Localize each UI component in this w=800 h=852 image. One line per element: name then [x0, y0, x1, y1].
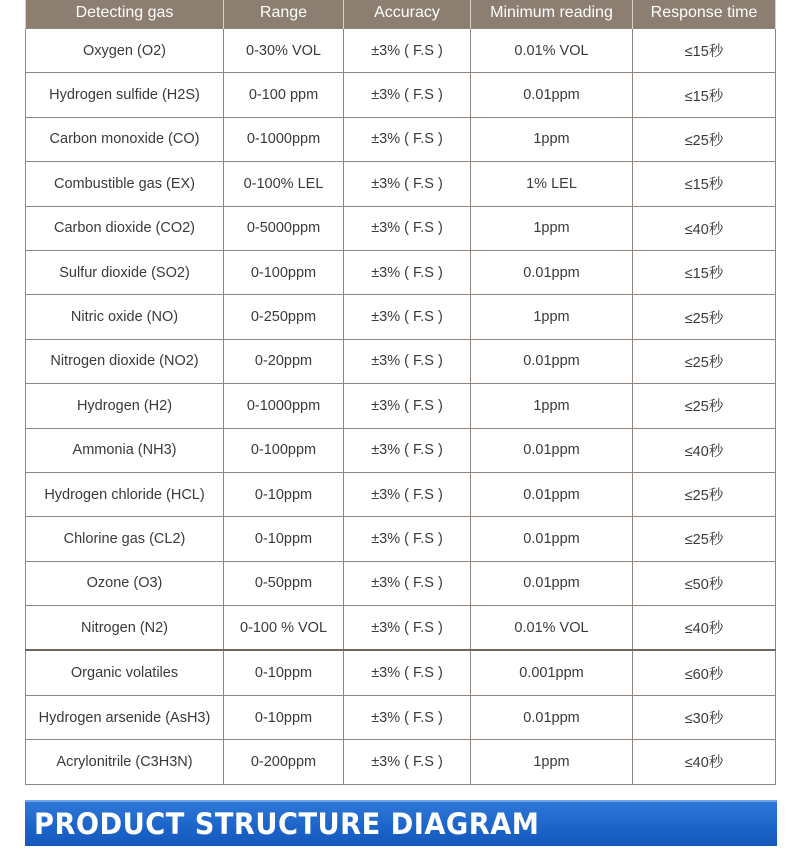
cell-detecting-gas: Hydrogen chloride (HCL) — [26, 472, 224, 516]
cell-range: 0-100ppm — [224, 428, 344, 472]
cell-response-time: ≤30秒 — [633, 695, 776, 739]
cell-minimum-reading: 1ppm — [471, 295, 633, 339]
section-banner — [25, 800, 777, 846]
cell-range: 0-100 % VOL — [224, 606, 344, 651]
cell-response-time: ≤40秒 — [633, 206, 776, 250]
cell-accuracy: ±3% ( F.S ) — [344, 428, 471, 472]
cell-detecting-gas: Nitric oxide (NO) — [26, 295, 224, 339]
cell-range: 0-200ppm — [224, 740, 344, 784]
cell-response-time: ≤50秒 — [633, 561, 776, 605]
cell-range: 0-1000ppm — [224, 384, 344, 428]
cell-detecting-gas: Ammonia (NH3) — [26, 428, 224, 472]
cell-accuracy: ±3% ( F.S ) — [344, 650, 471, 695]
cell-detecting-gas: Nitrogen dioxide (NO2) — [26, 339, 224, 383]
table-row — [26, 29, 776, 73]
cell-detecting-gas: Carbon monoxide (CO) — [26, 117, 224, 161]
cell-detecting-gas: Combustible gas (EX) — [26, 162, 224, 206]
cell-range: 0-100% LEL — [224, 162, 344, 206]
cell-response-time: ≤40秒 — [633, 606, 776, 651]
cell-accuracy: ±3% ( F.S ) — [344, 162, 471, 206]
cell-accuracy: ±3% ( F.S ) — [344, 695, 471, 739]
cell-accuracy: ±3% ( F.S ) — [344, 472, 471, 516]
table-row — [26, 428, 776, 472]
cell-minimum-reading: 1ppm — [471, 740, 633, 784]
cell-detecting-gas: Oxygen (O2) — [26, 29, 224, 73]
cell-minimum-reading: 1ppm — [471, 206, 633, 250]
cell-accuracy: ±3% ( F.S ) — [344, 517, 471, 561]
cell-range: 0-1000ppm — [224, 117, 344, 161]
cell-minimum-reading: 1ppm — [471, 117, 633, 161]
cell-response-time: ≤60秒 — [633, 650, 776, 695]
cell-detecting-gas: Chlorine gas (CL2) — [26, 517, 224, 561]
header-minimum-reading: Minimum reading — [471, 0, 633, 29]
cell-minimum-reading: 0.01ppm — [471, 472, 633, 516]
cell-detecting-gas: Organic volatiles — [26, 650, 224, 695]
table-header-row — [26, 0, 776, 29]
gas-spec-table — [25, 0, 776, 785]
cell-detecting-gas: Ozone (O3) — [26, 561, 224, 605]
cell-accuracy: ±3% ( F.S ) — [344, 606, 471, 651]
cell-detecting-gas: Hydrogen sulfide (H2S) — [26, 73, 224, 117]
table-row — [26, 384, 776, 428]
cell-response-time: ≤15秒 — [633, 162, 776, 206]
cell-range: 0-10ppm — [224, 472, 344, 516]
cell-response-time: ≤25秒 — [633, 472, 776, 516]
cell-accuracy: ±3% ( F.S ) — [344, 384, 471, 428]
cell-minimum-reading: 0.01ppm — [471, 695, 633, 739]
cell-detecting-gas: Hydrogen arsenide (AsH3) — [26, 695, 224, 739]
table-row — [26, 695, 776, 739]
cell-detecting-gas: Hydrogen (H2) — [26, 384, 224, 428]
cell-accuracy: ±3% ( F.S ) — [344, 561, 471, 605]
header-range: Range — [224, 0, 344, 29]
cell-minimum-reading: 0.01ppm — [471, 561, 633, 605]
cell-minimum-reading: 0.01ppm — [471, 250, 633, 294]
cell-minimum-reading: 1ppm — [471, 384, 633, 428]
cell-minimum-reading: 0.01% VOL — [471, 29, 633, 73]
cell-response-time: ≤25秒 — [633, 384, 776, 428]
table-row — [26, 206, 776, 250]
cell-response-time: ≤15秒 — [633, 73, 776, 117]
header-response-time: Response time — [633, 0, 776, 29]
cell-minimum-reading: 0.01% VOL — [471, 606, 633, 651]
cell-range: 0-20ppm — [224, 339, 344, 383]
cell-range: 0-10ppm — [224, 517, 344, 561]
cell-minimum-reading: 0.01ppm — [471, 73, 633, 117]
cell-minimum-reading: 1% LEL — [471, 162, 633, 206]
cell-minimum-reading: 0.01ppm — [471, 517, 633, 561]
cell-minimum-reading: 0.01ppm — [471, 339, 633, 383]
table-row — [26, 117, 776, 161]
cell-detecting-gas: Nitrogen (N2) — [26, 606, 224, 651]
table-row — [26, 517, 776, 561]
cell-response-time: ≤25秒 — [633, 117, 776, 161]
table-row — [26, 250, 776, 294]
cell-range: 0-100ppm — [224, 250, 344, 294]
cell-range: 0-10ppm — [224, 695, 344, 739]
cell-detecting-gas: Carbon dioxide (CO2) — [26, 206, 224, 250]
table-row — [26, 561, 776, 605]
cell-range: 0-50ppm — [224, 561, 344, 605]
cell-accuracy: ±3% ( F.S ) — [344, 740, 471, 784]
cell-response-time: ≤40秒 — [633, 740, 776, 784]
section-banner-title: PRODUCT STRUCTURE DIAGRAM — [34, 807, 540, 841]
cell-detecting-gas: Sulfur dioxide (SO2) — [26, 250, 224, 294]
cell-response-time: ≤25秒 — [633, 339, 776, 383]
cell-accuracy: ±3% ( F.S ) — [344, 250, 471, 294]
cell-response-time: ≤15秒 — [633, 29, 776, 73]
cell-range: 0-5000ppm — [224, 206, 344, 250]
header-detecting-gas: Detecting gas — [26, 0, 224, 29]
header-accuracy: Accuracy — [344, 0, 471, 29]
cell-range: 0-30% VOL — [224, 29, 344, 73]
cell-response-time: ≤40秒 — [633, 428, 776, 472]
table-row — [26, 472, 776, 516]
table-row — [26, 295, 776, 339]
table-row — [26, 339, 776, 383]
cell-range: 0-250ppm — [224, 295, 344, 339]
cell-detecting-gas: Acrylonitrile (C3H3N) — [26, 740, 224, 784]
cell-response-time: ≤25秒 — [633, 295, 776, 339]
cell-accuracy: ±3% ( F.S ) — [344, 29, 471, 73]
table-row — [26, 650, 776, 695]
table-row — [26, 162, 776, 206]
cell-range: 0-10ppm — [224, 650, 344, 695]
cell-accuracy: ±3% ( F.S ) — [344, 339, 471, 383]
table-row — [26, 73, 776, 117]
table-body — [26, 29, 776, 785]
cell-response-time: ≤15秒 — [633, 250, 776, 294]
table-row — [26, 606, 776, 651]
cell-accuracy: ±3% ( F.S ) — [344, 117, 471, 161]
cell-range: 0-100 ppm — [224, 73, 344, 117]
cell-response-time: ≤25秒 — [633, 517, 776, 561]
cell-accuracy: ±3% ( F.S ) — [344, 73, 471, 117]
cell-minimum-reading: 0.01ppm — [471, 428, 633, 472]
cell-accuracy: ±3% ( F.S ) — [344, 295, 471, 339]
cell-minimum-reading: 0.001ppm — [471, 650, 633, 695]
table-row — [26, 740, 776, 784]
cell-accuracy: ±3% ( F.S ) — [344, 206, 471, 250]
